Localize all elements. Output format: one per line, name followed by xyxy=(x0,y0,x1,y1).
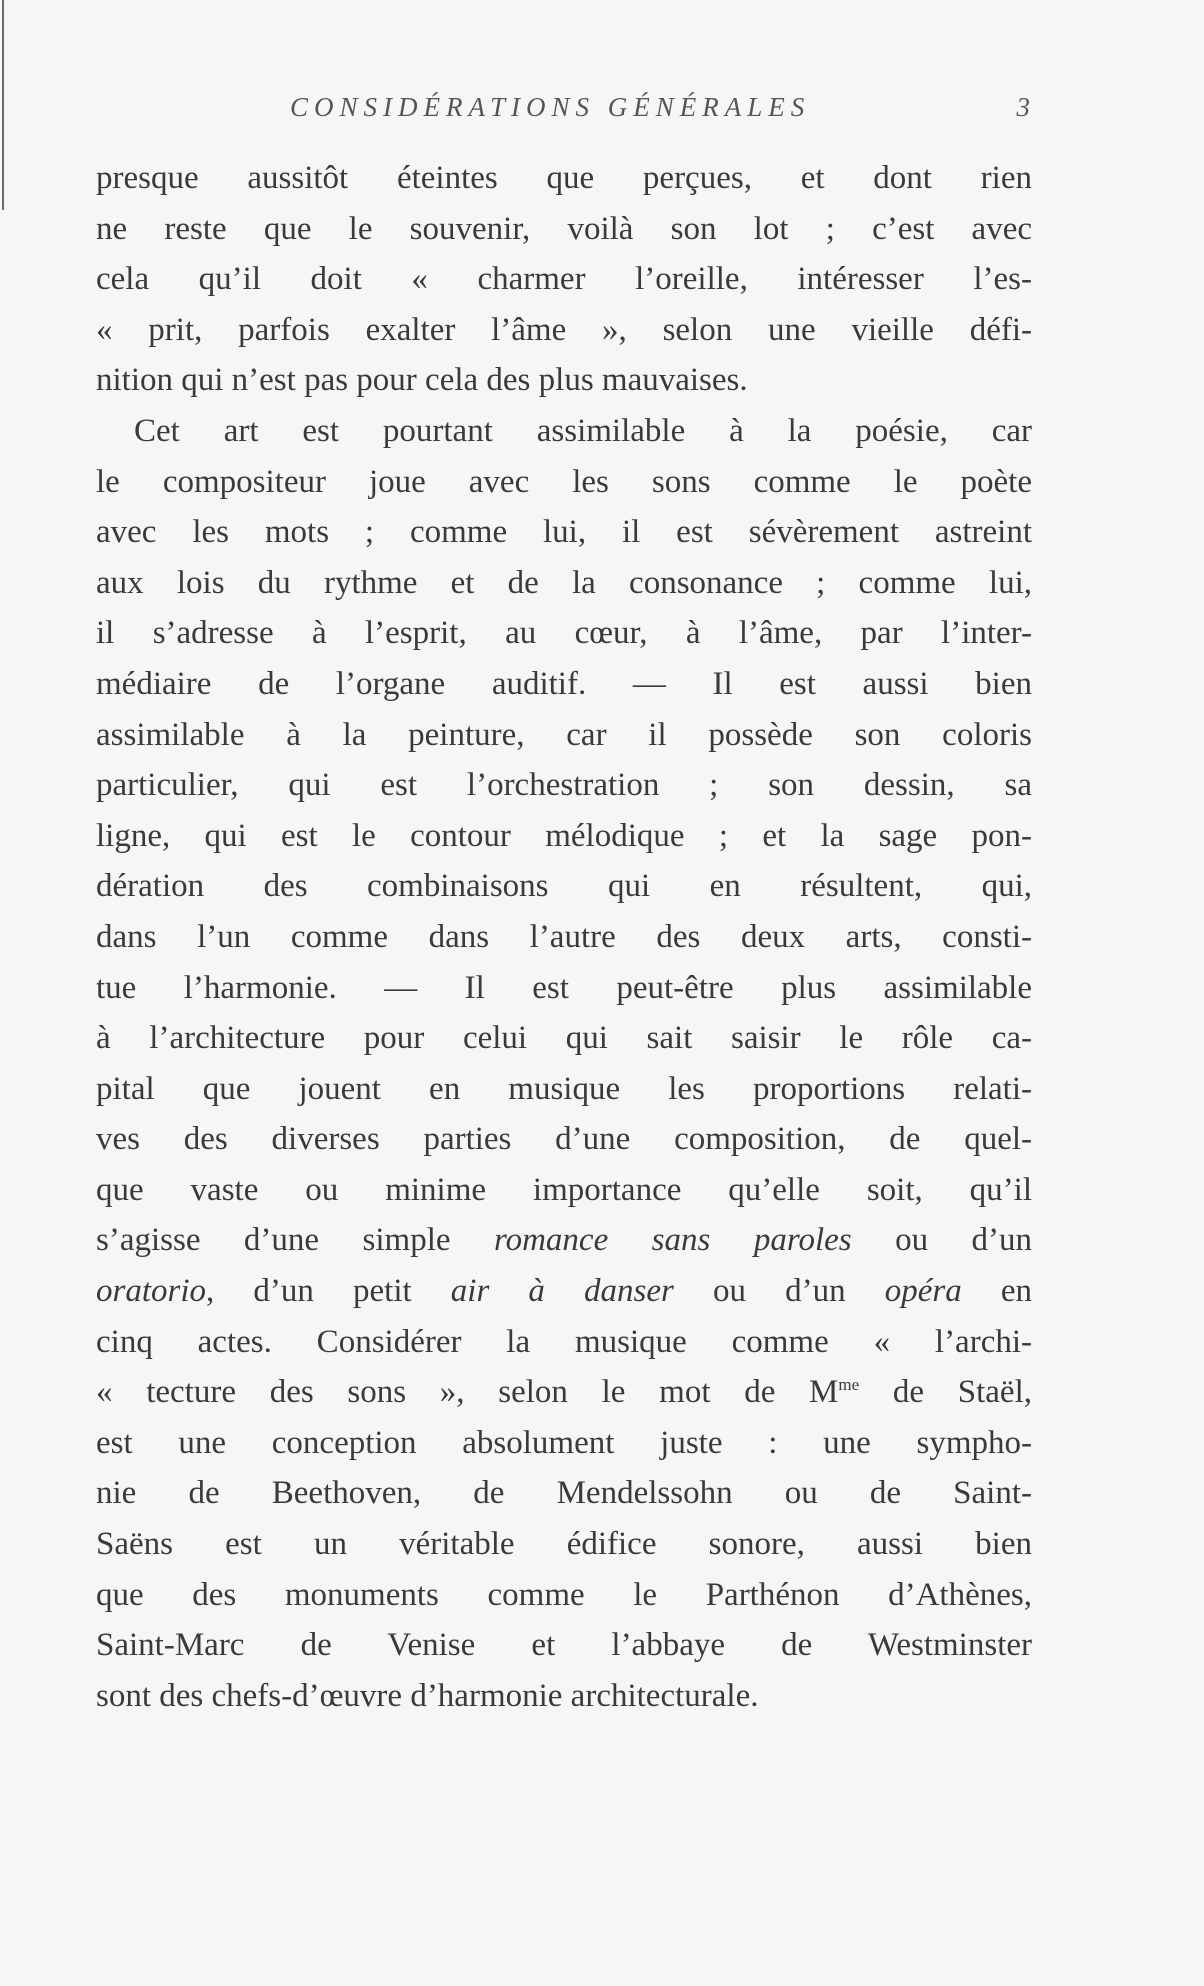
text-line: assimilable à la peinture, car il possède son coloris xyxy=(96,716,1032,753)
text-line: particulier, qui est l’orchestration ; son dessin, sa xyxy=(96,767,1032,804)
text-line: pital que jouent en musique les proportions relati- xyxy=(96,1070,1032,1107)
italic-title: romance sans paroles xyxy=(493,1222,852,1259)
text-line: tue l’harmonie. — Il est peut-être plus assimilable xyxy=(96,969,1032,1006)
text-line: nie de Beethoven, de Mendelssohn ou de Saint- xyxy=(96,1475,1032,1512)
text-line: aux lois du rythme et de la consonance ; comme lui, xyxy=(96,564,1032,601)
text-run: ou d’un xyxy=(851,1222,1032,1259)
text-line: le compositeur joue avec les sons comme le poète xyxy=(96,463,1032,500)
text-run: « tecture des sons », selon le mot de M xyxy=(96,1374,839,1411)
italic-title: oratorio xyxy=(96,1273,207,1310)
text-line: ligne, qui est le contour mélodique ; et la sage pon- xyxy=(96,817,1032,854)
text-run: ou d’un xyxy=(673,1273,885,1310)
italic-title: air à danser xyxy=(450,1273,674,1310)
text-line: avec les mots ; comme lui, il est sévèrement astreint xyxy=(96,514,1032,551)
text-line: est une conception absolument juste : une sympho- xyxy=(96,1424,1032,1461)
text-line: Saint-Marc de Venise et l’abbaye de Westminster xyxy=(96,1627,1032,1664)
text-line: que vaste ou minime importance qu’elle soit, qu’il xyxy=(96,1171,1032,1208)
text-line xyxy=(96,1266,1032,1317)
body-text xyxy=(96,153,1032,1721)
running-head xyxy=(96,92,1036,132)
text-line: à l’architecture pour celui qui sait saisir le rôle ca- xyxy=(96,1020,1032,1057)
text-run: s’agisse d’une simple xyxy=(96,1222,494,1259)
running-title: CONSIDÉRATIONS GÉNÉRALES xyxy=(290,92,811,122)
text-line: Saëns est un véritable édifice sonore, aussi bien xyxy=(96,1526,1032,1563)
text-line: dération des combinaisons qui en résultent, qui, xyxy=(96,868,1032,905)
text-line: sont des chefs-d’œuvre d’harmonie architecturale. xyxy=(96,1677,759,1714)
text-line: ne reste que le souvenir, voilà son lot ; c’est avec xyxy=(96,210,1032,247)
text-line: que des monuments comme le Parthénon d’Athènes, xyxy=(96,1576,1032,1613)
text-run: en xyxy=(961,1273,1032,1310)
text-line: presque aussitôt éteintes que perçues, et dont rien xyxy=(96,160,1032,196)
text-line: ves des diverses parties d’une composition, de quel- xyxy=(96,1121,1032,1158)
text-line: il s’adresse à l’esprit, au cœur, à l’âme, par l’inter- xyxy=(96,615,1032,652)
text-line: dans l’un comme dans l’autre des deux arts, consti- xyxy=(96,918,1032,955)
text-line: cela qu’il doit « charmer l’oreille, intéresser l’es- xyxy=(96,261,1032,298)
text-line: médiaire de l’organe auditif. — Il est aussi bien xyxy=(96,665,1032,702)
page-edge-line xyxy=(2,0,4,210)
text-run: de Staël, xyxy=(859,1374,1032,1411)
text-line: « prit, parfois exalter l’âme », selon une vieille défi- xyxy=(96,311,1032,348)
text-line: Cet art est pourtant assimilable à la poésie, car xyxy=(134,412,1032,449)
italic-title: opéra xyxy=(884,1273,962,1310)
text-line: cinq actes. Considérer la musique comme « l’archi- xyxy=(96,1323,1032,1360)
text-line xyxy=(96,1215,1032,1266)
text-line: nition qui n’est pas pour cela des plus mauvaises. xyxy=(96,362,748,399)
text-line xyxy=(96,1367,1032,1418)
superscript: me xyxy=(838,1375,860,1395)
text-run: , d’un petit xyxy=(206,1273,451,1310)
page-number: 3 xyxy=(1016,92,1030,122)
